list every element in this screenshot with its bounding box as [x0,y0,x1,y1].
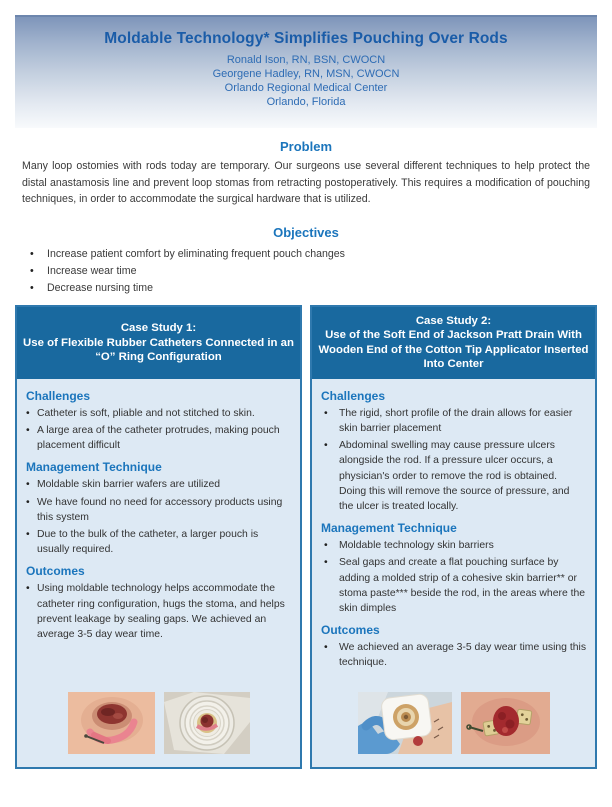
section-heading-outcomes: Outcomes [26,564,85,579]
case-study-2-photos [312,692,595,754]
bullet-item: • We have found no need for accessory products using this system [26,495,291,525]
case-study-2-title: Case Study 2: [415,314,492,327]
bullet-item: • Moldable skin barrier wafers are utilized [26,477,291,492]
case-study-1-title: Case Study 1: [120,322,197,335]
author-line-4: Orlando, Florida [266,96,346,108]
bullet-item: • We achieved an average 3-5 day wear time using this technique. [321,640,586,670]
author-line-3: Orlando Regional Medical Center [224,82,388,94]
bullet-item: • A large area of the catheter protrudes, making pouch placement difficult [26,423,291,453]
case-study-1-body [17,379,300,642]
photo-gloved-hand-with-wafer [358,692,452,754]
case-study-1-header [17,307,300,379]
management-list [26,477,291,557]
case-study-1-photos [17,692,300,754]
section-heading-challenges: Challenges [26,388,91,403]
author-line-1: Ronald Ison, RN, BSN, CWOCN [226,54,386,66]
bullet-item: • Due to the bulk of the catheter, a larger pouch is usually required. [26,527,291,557]
management-list [321,538,586,616]
poster-page [0,15,612,807]
challenges-list [26,406,291,454]
problem-text: Many loop ostomies with rods today are temporary. Our surgeons use several different techniques to help protect the distal anastamosis line and prevent loop stomas from retracting postoperatively. This requires a modification of pouching techniques, in order to accommodate the surgical hardware that is utilized. [22,160,590,206]
objective-item: • Decrease nursing time [28,280,612,297]
section-heading-management: Management Technique [321,521,457,536]
objectives-heading: Objectives [273,224,339,240]
case-study-1-panel [15,305,302,769]
section-heading-challenges: Challenges [321,388,386,403]
case-study-2-body [312,379,595,671]
photo-stoma-with-wooden-applicator-ends [461,692,550,754]
header-banner [15,15,597,128]
case-study-2-header [312,307,595,379]
photo-stoma-with-catheter-ring [68,692,155,754]
section-heading-outcomes: Outcomes [321,623,380,638]
bullet-item: • Using moldable technology helps accommodate the catheter ring configuration, hugs the stoma, and helps prevent leakage by sealing gaps. We achieved an average 3-5 day wear time. [26,581,291,642]
case-study-columns [15,305,597,769]
case-study-1-subtitle: Use of Flexible Rubber Catheters Connected in an “O” Ring Configuration [23,336,294,363]
case-study-2-panel [310,305,597,769]
objective-item: • Increase patient comfort by eliminating frequent pouch changes [28,246,612,263]
bullet-item: • Abdominal swelling may cause pressure ulcers alongside the rod. If a pressure ulcer occurs, a physician's order to remove the rod is obtained. Doing this will remove the source of pressure, and the ulcer is treated locally. [321,438,586,514]
author-line-2: Georgene Hadley, RN, MSN, CWOCN [212,68,400,80]
outcomes-list [321,640,586,670]
outcomes-list [26,581,291,642]
bullet-item: • The rigid, short profile of the drain allows for easier skin barrier placement [321,406,586,436]
bullet-item: • Catheter is soft, pliable and not stitched to skin. [26,406,291,421]
objectives-list [28,246,612,297]
bullet-item: • Moldable technology skin barriers [321,538,586,553]
bullet-item: • Seal gaps and create a flat pouching surface by adding a molded strip of a cohesive skin barrier** or stoma paste*** beside the rod, in the areas where the skin dimples [321,555,586,616]
photo-barrier-ring-over-stoma [164,692,250,754]
section-heading-management: Management Technique [26,460,162,475]
challenges-list [321,406,586,514]
author-block [15,53,597,109]
page-title: Moldable Technology* Simplifies Pouching Over Rods [104,30,508,47]
objective-item: • Increase wear time [28,263,612,280]
case-study-2-subtitle: Use of the Soft End of Jackson Pratt Drain With Wooden End of the Cotton Tip Applicator Inserted Into Center [318,329,589,371]
problem-heading: Problem [279,139,332,154]
